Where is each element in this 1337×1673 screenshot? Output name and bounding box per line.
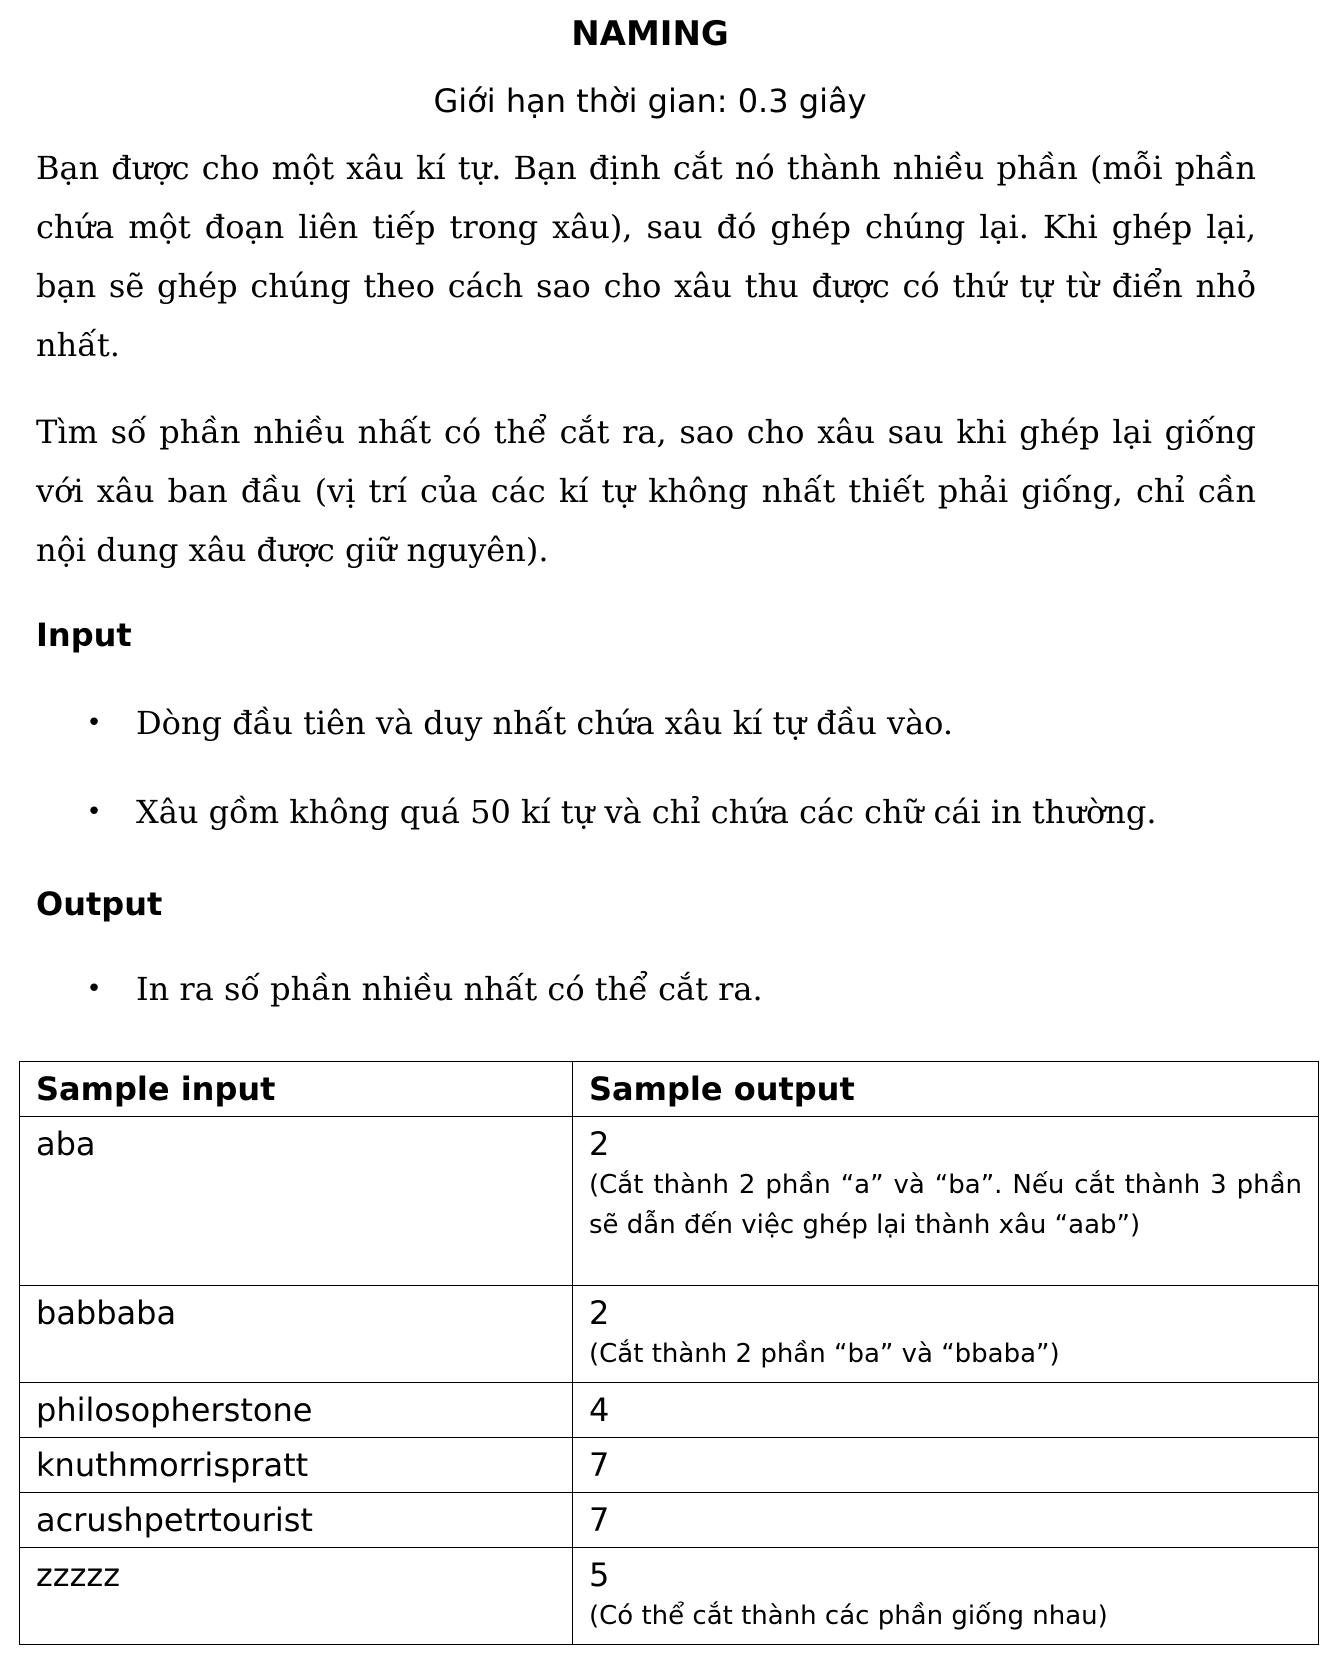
time-limit: Giới hạn thời gian: 0.3 giây — [433, 82, 867, 120]
sample-input-cell: aba — [20, 1117, 573, 1286]
sample-output-note: (Có thể cắt thành các phần giống nhau) — [589, 1601, 1108, 1631]
sample-input-cell: philosopherstone — [20, 1383, 573, 1438]
sample-output-value: 4 — [573, 1383, 1319, 1438]
statement-paragraph-2: Tìm số phần nhiều nhất có thể cắt ra, sao cho xâu sau khi ghép lại giống với xâu ban đầu (vị trí của các kí tự không nhất thiết phải giống, chỉ cần nội dung xâu được giữ nguyên). — [36, 413, 1256, 569]
table-row — [20, 1383, 1319, 1438]
sample-output-note: (Cắt thành 2 phần “a” và “ba”. Nếu cắt thành 3 phần sẽ dẫn đến việc ghép lại thành xâu “aab”) — [589, 1170, 1302, 1240]
output-bullet-text: In ra số phần nhiều nhất có thể cắt ra. — [136, 970, 763, 1008]
table-row — [20, 1286, 1319, 1383]
table-row — [20, 1117, 1319, 1286]
table-row — [20, 1548, 1319, 1645]
input-heading: Input — [36, 616, 132, 654]
output-bullet-item — [0, 966, 1300, 1012]
sample-output-value: 7 — [573, 1493, 1319, 1548]
sample-input-cell: knuthmorrispratt — [20, 1438, 573, 1493]
table-row — [20, 1493, 1319, 1548]
sample-input-header: Sample input — [20, 1062, 573, 1117]
sample-output-note: (Cắt thành 2 phần “ba” và “bbaba”) — [589, 1339, 1060, 1369]
sample-input-cell: zzzzz — [20, 1548, 573, 1645]
problem-title: NAMING — [571, 14, 729, 54]
bullet-icon: • — [86, 708, 102, 738]
sample-output-cell — [573, 1117, 1319, 1286]
output-heading: Output — [36, 885, 163, 923]
sample-table — [19, 1061, 1319, 1645]
input-bullet-item — [0, 700, 1300, 746]
sample-table-header-row — [20, 1062, 1319, 1117]
sample-output-cell — [573, 1548, 1319, 1645]
sample-output-header: Sample output — [573, 1062, 1319, 1117]
statement-paragraph-1: Bạn được cho một xâu kí tự. Bạn định cắt nó thành nhiều phần (mỗi phần chứa một đoạn liên tiếp trong xâu), sau đó ghép chúng lại. Khi ghép lại, bạn sẽ ghép chúng theo cách sao cho xâu thu được có thứ tự từ điển nhỏ nhất. — [36, 149, 1256, 364]
sample-output-value: 2 — [589, 1125, 610, 1163]
sample-output-value: 2 — [589, 1294, 610, 1332]
table-row — [20, 1438, 1319, 1493]
sample-input-cell: babbaba — [20, 1286, 573, 1383]
sample-output-value: 5 — [589, 1556, 610, 1594]
input-bullet-text: Dòng đầu tiên và duy nhất chứa xâu kí tự đầu vào. — [136, 704, 954, 742]
sample-output-value: 7 — [573, 1438, 1319, 1493]
input-bullet-item — [0, 789, 1300, 835]
bullet-icon: • — [86, 797, 102, 827]
bullet-icon: • — [86, 974, 102, 1004]
input-bullet-text: Xâu gồm không quá 50 kí tự và chỉ chứa các chữ cái in thường. — [136, 793, 1157, 831]
sample-output-cell — [573, 1286, 1319, 1383]
sample-input-cell: acrushpetrtourist — [20, 1493, 573, 1548]
